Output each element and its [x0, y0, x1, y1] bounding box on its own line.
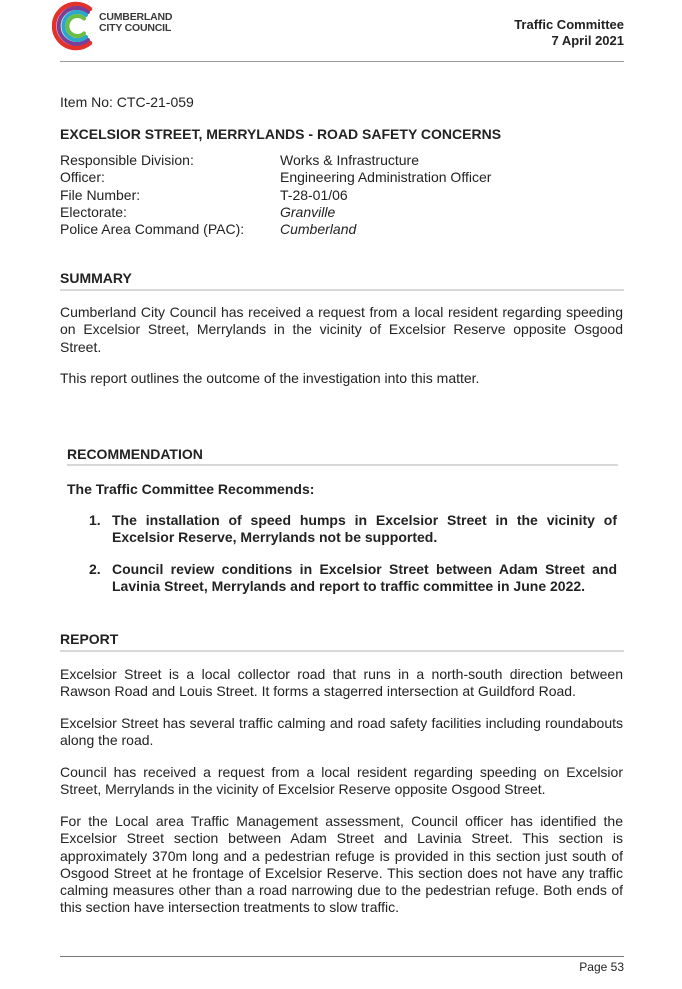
page-title: EXCELSIOR STREET, MERRYLANDS - ROAD SAFETY CONCERNS [60, 126, 502, 142]
report-paragraph: Council has received a request from a local resident regarding speeding on Excelsior Street, Merrylands in the vicinity of Excelsior Reserve opposite Osgood Street. [60, 764, 623, 798]
detail-value: Engineering Administration Officer [280, 169, 492, 186]
detail-value: Cumberland [280, 221, 357, 238]
report-paragraph: Excelsior Street is a local collector road that runs in a north-south direction between Rawson Road and Louis Street. It forms a stagerred intersection at Guildford Road. [60, 666, 623, 700]
footer-divider [60, 956, 624, 957]
detail-row [60, 187, 491, 204]
summary-paragraph: This report outlines the outcome of the investigation into this matter. [60, 370, 480, 386]
report-divider [60, 650, 624, 652]
detail-row [60, 204, 491, 221]
council-logo [52, 0, 192, 52]
detail-value: Works & Infrastructure [280, 152, 420, 168]
detail-label: Electorate: [60, 203, 127, 220]
list-item-number: 2. [89, 561, 101, 577]
summary-divider [60, 289, 624, 291]
recommendation-list [89, 561, 617, 596]
report-paragraph: Excelsior Street has several traffic calming and road safety facilities including roundabouts along the road. [60, 715, 623, 749]
detail-row [60, 221, 491, 238]
recommendation-divider [67, 464, 618, 466]
detail-label: Responsible Division: [60, 152, 194, 168]
detail-value: Granville [280, 203, 336, 220]
recommendation-intro: The Traffic Committee Recommends: [67, 481, 315, 497]
list-item [89, 561, 617, 596]
list-item-text: The installation of speed humps in Excelsior Street in the vicinity of Excelsior Reserve, Merrylands not be supported. [112, 512, 617, 546]
report-heading: REPORT [60, 631, 119, 647]
detail-label: Police Area Command (PAC): [60, 221, 245, 238]
detail-value: T-28-01/06 [280, 186, 348, 203]
committee-name: Traffic Committee [514, 17, 624, 32]
page-number: Page 53 [579, 960, 624, 974]
summary-heading: SUMMARY [60, 270, 132, 286]
list-item-text: Council review conditions in Excelsior Street between Adam Street and Lavinia Street, Merrylands and report to traffic committee in June 2022. [112, 561, 617, 595]
recommendation-heading: RECOMMENDATION [67, 446, 203, 462]
summary-paragraph: Cumberland City Council has received a request from a local resident regarding speeding on Excelsior Street, Merrylands in the vicinity of Excelsior Reserve opposite Osgood Street. [60, 304, 623, 355]
header-divider [60, 61, 624, 62]
report-paragraph: For the Local area Traffic Management assessment, Council officer has identified the Excelsior Street section between Adam Street and Lavinia Street. This section is approximately 370m long and a pedestrian refuge is provided in this section just south of Osgood Street at he frontage of Excelsior Reserve. This section does not have any traffic calming measures other than a road narrowing due to the pedestrian refuge. Both ends of this section have intersection treatments to slow traffic. [60, 813, 623, 916]
council-logo-icon [52, 0, 98, 52]
list-item [89, 512, 617, 547]
council-name-line2: CITY COUNCIL [99, 22, 172, 34]
recommendation-list [89, 512, 617, 547]
meeting-date: 7 April 2021 [551, 33, 624, 48]
detail-row [60, 169, 491, 186]
council-name-line1: CUMBERLAND [99, 11, 173, 23]
list-item-number: 1. [89, 512, 101, 528]
detail-label: File Number: [60, 186, 141, 203]
header-meta [514, 17, 624, 49]
item-details [60, 152, 491, 238]
detail-label: Officer: [60, 169, 105, 186]
item-number: Item No: CTC-21-059 [60, 94, 194, 110]
council-name [99, 12, 172, 34]
detail-row [60, 152, 491, 169]
